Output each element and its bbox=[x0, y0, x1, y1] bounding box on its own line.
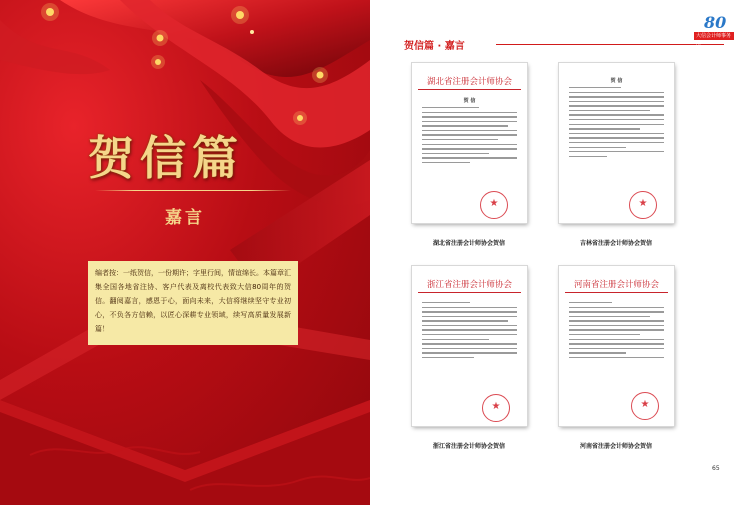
letter-body-text bbox=[569, 302, 664, 362]
letter-caption-henan: 河南省注册会计师协会贺信 bbox=[579, 443, 652, 450]
letter-card-jilin bbox=[559, 63, 674, 223]
letterhead: 河南省注册会计师协会 bbox=[573, 280, 659, 290]
logo-number: 80 bbox=[704, 13, 727, 32]
letter-body-text bbox=[422, 107, 517, 167]
title-divider bbox=[95, 190, 291, 191]
page-number: 65 bbox=[712, 465, 720, 472]
letter-card-henan bbox=[559, 266, 674, 426]
section-header bbox=[404, 37, 724, 51]
letter-caption-zhejiang: 浙江省注册会计师协会贺信 bbox=[432, 443, 505, 450]
right-page bbox=[372, 0, 739, 505]
letter-title: 贺 信 bbox=[463, 98, 476, 104]
letter-card-zhejiang bbox=[412, 266, 527, 426]
letterhead: 湖北省注册会计师协会 bbox=[426, 77, 512, 87]
page-title: 贺信篇 bbox=[88, 131, 244, 185]
header-divider bbox=[496, 44, 724, 45]
letter-body-text bbox=[569, 87, 664, 160]
official-seal bbox=[629, 191, 657, 219]
official-seal bbox=[482, 394, 510, 422]
official-seal bbox=[631, 392, 659, 420]
letter-caption-jilin: 吉林省注册会计师协会贺信 bbox=[579, 240, 652, 247]
editor-note: 编者按：一纸贺信，一份期许；字里行间，情谊绵长。本篇章汇集全国各地省注协、客户代表及离校代表致大信80周年的贺信。翻阅嘉言，感恩于心，面向未来，大信将继续坚守专业初心，不负各方信赖，以匠心深耕专业领域，续写高质量发展新篇！ bbox=[88, 261, 298, 345]
letter-caption-hubei: 湖北省注册会计师协会贺信 bbox=[432, 240, 505, 247]
logo-band: 大信会计师事务所 bbox=[694, 32, 734, 40]
page-subtitle: 嘉言 bbox=[165, 208, 205, 228]
letter-body-text bbox=[422, 302, 517, 362]
letter-card-hubei bbox=[412, 63, 527, 223]
letterhead-rule bbox=[418, 292, 521, 293]
letter-title: 贺 信 bbox=[610, 78, 623, 84]
anniversary-logo bbox=[694, 13, 734, 47]
letterhead-rule bbox=[418, 89, 521, 90]
official-seal bbox=[480, 191, 508, 219]
section-header-title: 贺信篇 · 嘉言 bbox=[404, 41, 465, 52]
letterhead: 浙江省注册会计师协会 bbox=[426, 280, 512, 290]
letterhead-rule bbox=[565, 292, 668, 293]
